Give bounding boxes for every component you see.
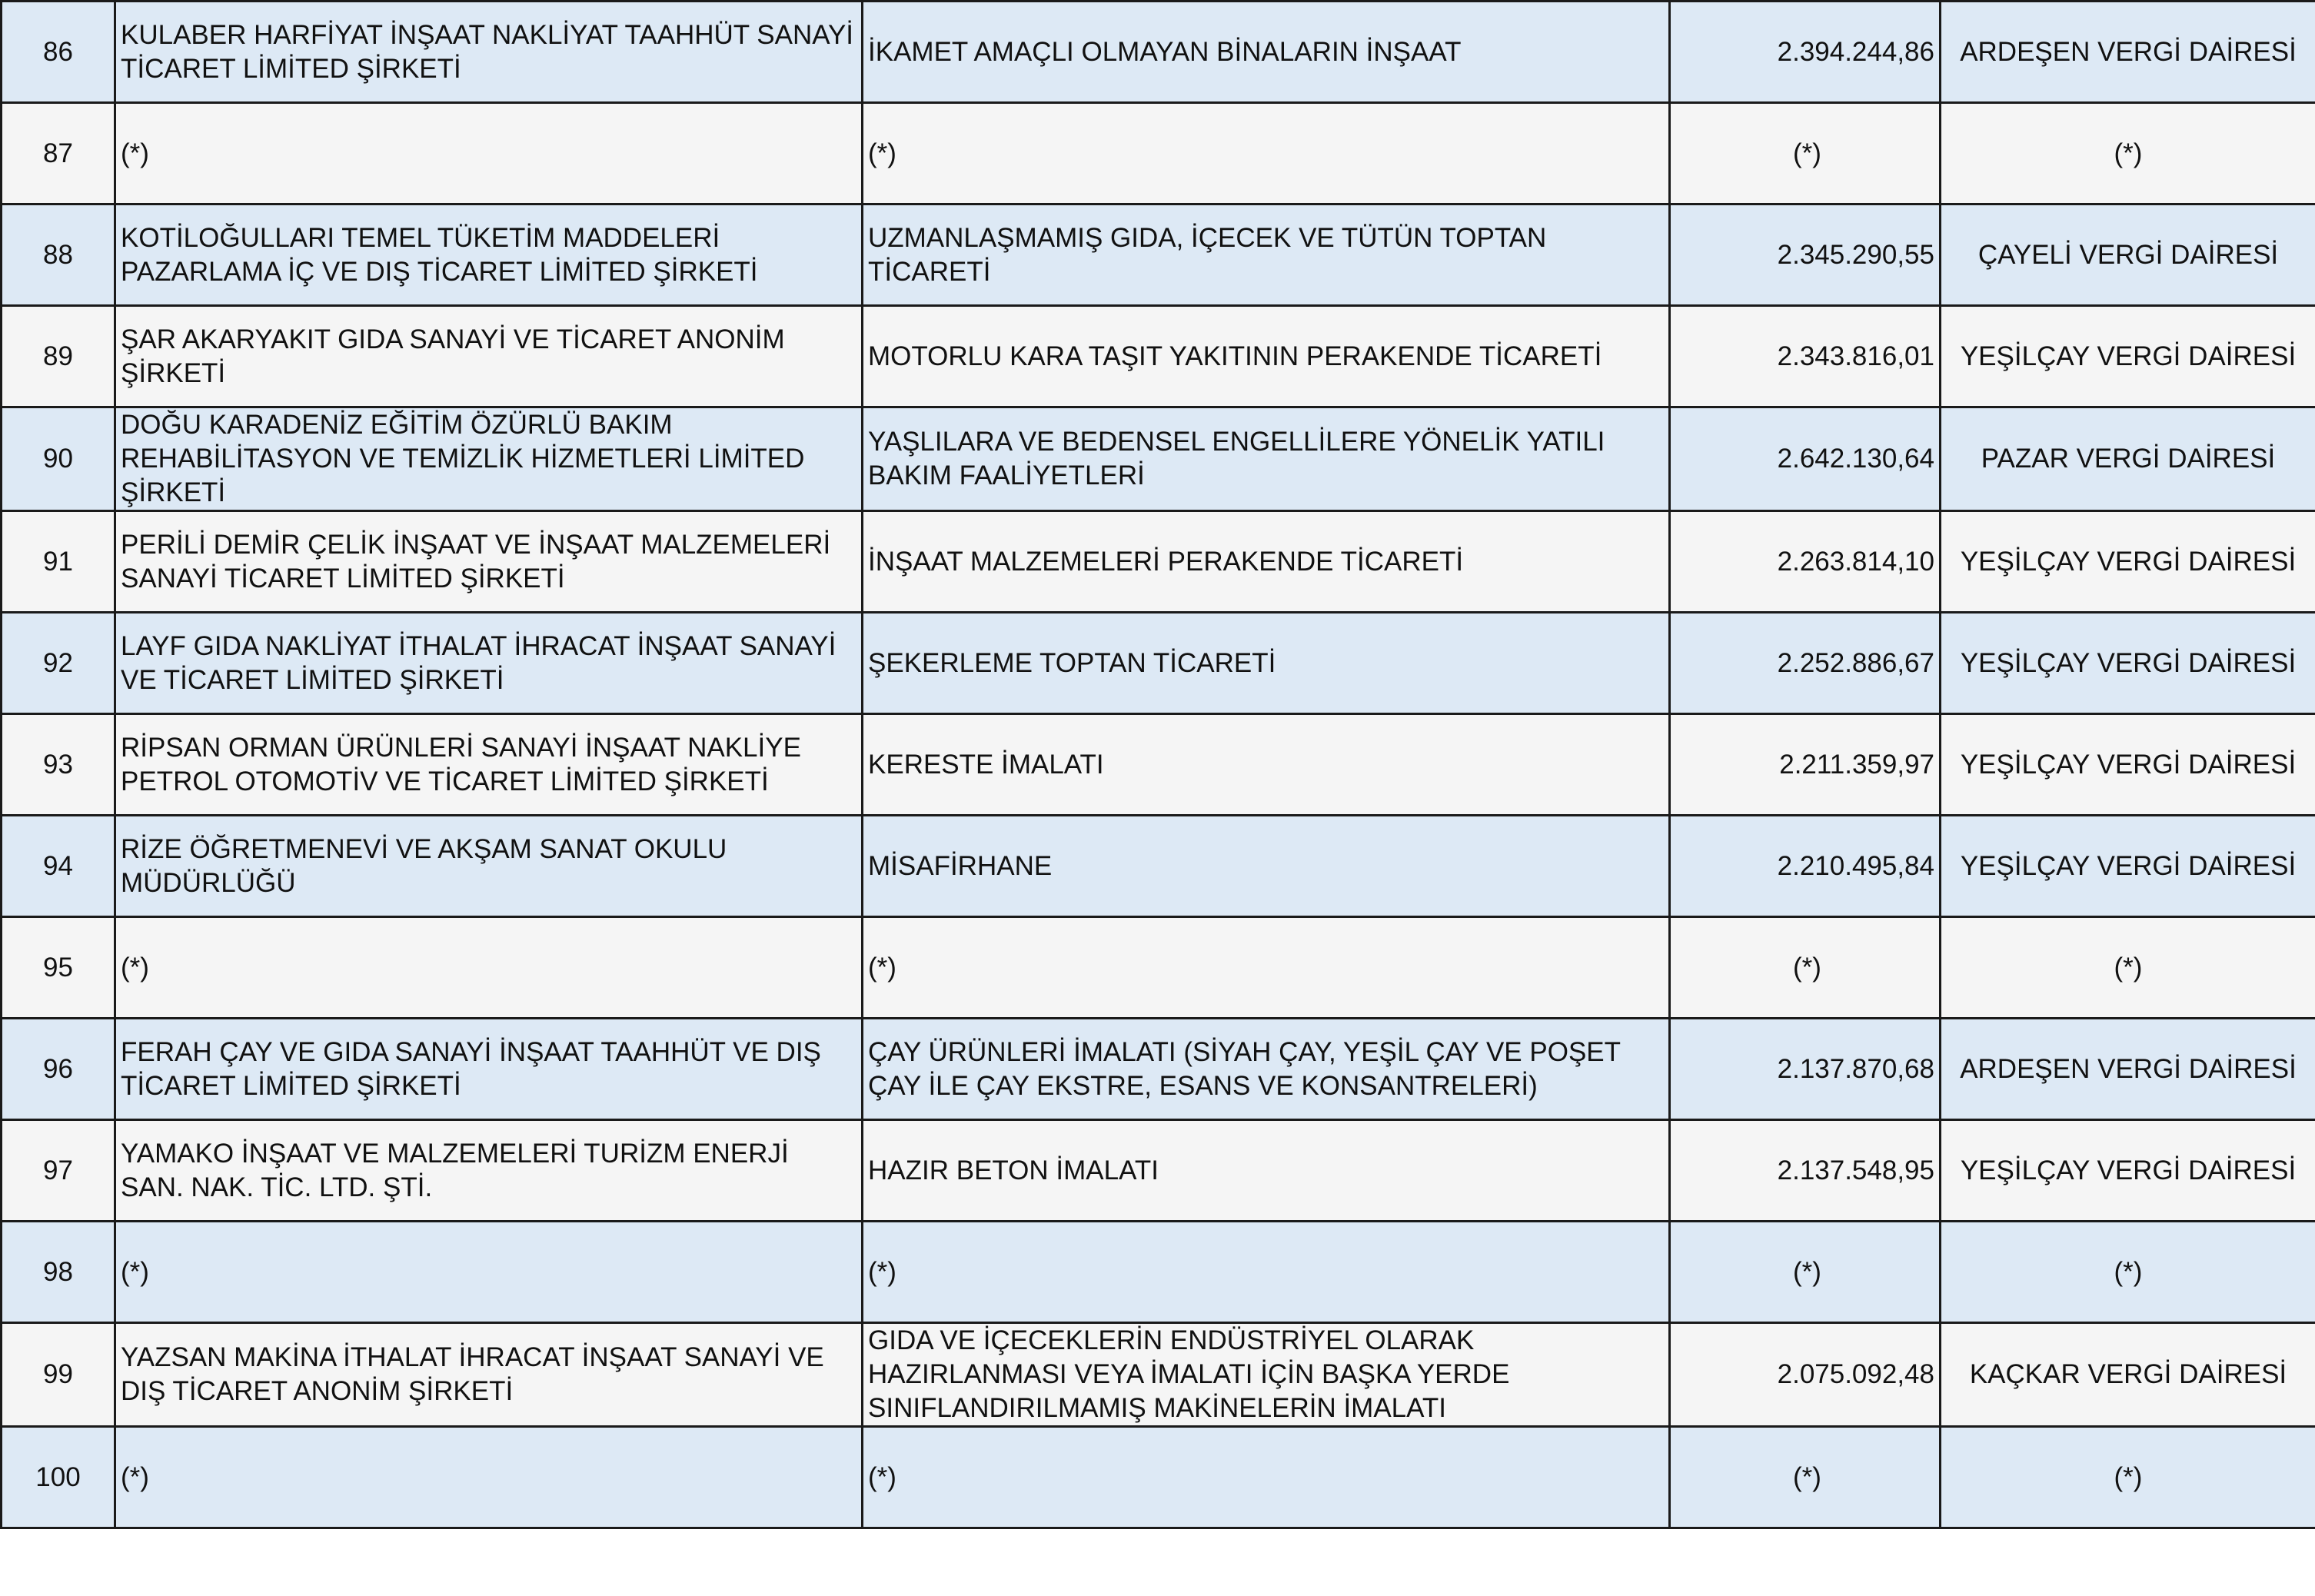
taxpayer-name-cell: KOTİLOĞULLARI TEMEL TÜKETİM MADDELERİ PAZARLAMA İÇ VE DIŞ TİCARET LİMİTED ŞİRKETİ (115, 204, 863, 306)
row-number-cell: 87 (2, 103, 115, 204)
activity-cell: (*) (863, 1427, 1670, 1528)
amount-cell: 2.252.886,67 (1670, 613, 1941, 714)
amount-cell: 2.075.092,48 (1670, 1323, 1941, 1427)
activity-cell: ÇAY ÜRÜNLERİ İMALATI (SİYAH ÇAY, YEŞİL ÇAY VE POŞET ÇAY İLE ÇAY EKSTRE, ESANS VE KONSANTRELERİ) (863, 1019, 1670, 1120)
row-number-cell: 91 (2, 511, 115, 613)
tax-office-cell: YEŞİLÇAY VERGİ DAİRESİ (1941, 714, 2315, 816)
amount-cell: 2.211.359,97 (1670, 714, 1941, 816)
table-row (2, 816, 2315, 917)
table-row (2, 1427, 2315, 1528)
activity-cell: İKAMET AMAÇLI OLMAYAN BİNALARIN İNŞAAT (863, 2, 1670, 103)
amount-cell: 2.137.870,68 (1670, 1019, 1941, 1120)
table-row (2, 917, 2315, 1019)
tax-office-cell: ARDEŞEN VERGİ DAİRESİ (1941, 2, 2315, 103)
activity-cell: YAŞLILARA VE BEDENSEL ENGELLİLERE YÖNELİK YATILI BAKIM FAALİYETLERİ (863, 407, 1670, 511)
activity-cell: (*) (863, 103, 1670, 204)
tax-office-cell: YEŞİLÇAY VERGİ DAİRESİ (1941, 613, 2315, 714)
taxpayer-name-cell: (*) (115, 917, 863, 1019)
taxpayer-name-cell: DOĞU KARADENİZ EĞİTİM ÖZÜRLÜ BAKIM REHABİLİTASYON VE TEMİZLİK HİZMETLERİ LİMİTED ŞİRKETİ (115, 407, 863, 511)
activity-cell: HAZIR BETON İMALATI (863, 1120, 1670, 1222)
row-number-cell: 88 (2, 204, 115, 306)
amount-cell: (*) (1670, 1222, 1941, 1323)
amount-cell: 2.345.290,55 (1670, 204, 1941, 306)
taxpayer-name-cell: YAMAKO İNŞAAT VE MALZEMELERİ TURİZM ENERJİ SAN. NAK. TİC. LTD. ŞTİ. (115, 1120, 863, 1222)
table-row (2, 1323, 2315, 1427)
amount-cell: (*) (1670, 1427, 1941, 1528)
taxpayer-name-cell: (*) (115, 103, 863, 204)
activity-cell: MOTORLU KARA TAŞIT YAKITININ PERAKENDE TİCARETİ (863, 306, 1670, 407)
activity-cell: UZMANLAŞMAMIŞ GIDA, İÇECEK VE TÜTÜN TOPTAN TİCARETİ (863, 204, 1670, 306)
taxpayer-name-cell: YAZSAN MAKİNA İTHALAT İHRACAT İNŞAAT SANAYİ VE DIŞ TİCARET ANONİM ŞİRKETİ (115, 1323, 863, 1427)
tax-office-cell: (*) (1941, 103, 2315, 204)
table-body (2, 2, 2315, 1528)
amount-cell: 2.642.130,64 (1670, 407, 1941, 511)
tax-office-cell: (*) (1941, 1427, 2315, 1528)
amount-cell: (*) (1670, 917, 1941, 1019)
amount-cell: 2.394.244,86 (1670, 2, 1941, 103)
tax-office-cell: KAÇKAR VERGİ DAİRESİ (1941, 1323, 2315, 1427)
row-number-cell: 94 (2, 816, 115, 917)
activity-cell: (*) (863, 1222, 1670, 1323)
row-number-cell: 97 (2, 1120, 115, 1222)
row-number-cell: 92 (2, 613, 115, 714)
row-number-cell: 96 (2, 1019, 115, 1120)
tax-office-cell: YEŞİLÇAY VERGİ DAİRESİ (1941, 306, 2315, 407)
tax-office-cell: (*) (1941, 917, 2315, 1019)
tax-office-cell: PAZAR VERGİ DAİRESİ (1941, 407, 2315, 511)
table-row (2, 613, 2315, 714)
amount-cell: (*) (1670, 103, 1941, 204)
row-number-cell: 90 (2, 407, 115, 511)
taxpayer-name-cell: ŞAR AKARYAKIT GIDA SANAYİ VE TİCARET ANONİM ŞİRKETİ (115, 306, 863, 407)
row-number-cell: 86 (2, 2, 115, 103)
amount-cell: 2.210.495,84 (1670, 816, 1941, 917)
table-row (2, 204, 2315, 306)
table-row (2, 103, 2315, 204)
activity-cell: ŞEKERLEME TOPTAN TİCARETİ (863, 613, 1670, 714)
taxpayer-name-cell: (*) (115, 1222, 863, 1323)
tax-office-cell: ARDEŞEN VERGİ DAİRESİ (1941, 1019, 2315, 1120)
amount-cell: 2.343.816,01 (1670, 306, 1941, 407)
tax-office-cell: YEŞİLÇAY VERGİ DAİRESİ (1941, 511, 2315, 613)
tax-office-cell: YEŞİLÇAY VERGİ DAİRESİ (1941, 816, 2315, 917)
tax-office-cell: (*) (1941, 1222, 2315, 1323)
tax-office-cell: YEŞİLÇAY VERGİ DAİRESİ (1941, 1120, 2315, 1222)
taxpayer-name-cell: (*) (115, 1427, 863, 1528)
tax-office-cell: ÇAYELİ VERGİ DAİRESİ (1941, 204, 2315, 306)
taxpayer-name-cell: PERİLİ DEMİR ÇELİK İNŞAAT VE İNŞAAT MALZEMELERİ SANAYİ TİCARET LİMİTED ŞİRKETİ (115, 511, 863, 613)
table-row (2, 1222, 2315, 1323)
taxpayer-name-cell: LAYF GIDA NAKLİYAT İTHALAT İHRACAT İNŞAAT SANAYİ VE TİCARET LİMİTED ŞİRKETİ (115, 613, 863, 714)
row-number-cell: 100 (2, 1427, 115, 1528)
activity-cell: GIDA VE İÇECEKLERİN ENDÜSTRİYEL OLARAK HAZIRLANMASI VEYA İMALATI İÇİN BAŞKA YERDE SINIFLANDIRILMAMIŞ MAKİNELERİN İMALATI (863, 1323, 1670, 1427)
row-number-cell: 95 (2, 917, 115, 1019)
activity-cell: (*) (863, 917, 1670, 1019)
table-row (2, 511, 2315, 613)
table-row (2, 306, 2315, 407)
table-row (2, 407, 2315, 511)
row-number-cell: 89 (2, 306, 115, 407)
taxpayer-name-cell: RİPSAN ORMAN ÜRÜNLERİ SANAYİ İNŞAAT NAKLİYE PETROL OTOMOTİV VE TİCARET LİMİTED ŞİRKETİ (115, 714, 863, 816)
amount-cell: 2.137.548,95 (1670, 1120, 1941, 1222)
activity-cell: KERESTE İMALATI (863, 714, 1670, 816)
table-row (2, 2, 2315, 103)
taxpayer-name-cell: KULABER HARFİYAT İNŞAAT NAKLİYAT TAAHHÜT SANAYİ TİCARET LİMİTED ŞİRKETİ (115, 2, 863, 103)
taxpayer-name-cell: RİZE ÖĞRETMENEVİ VE AKŞAM SANAT OKULU MÜDÜRLÜĞÜ (115, 816, 863, 917)
table-row (2, 1019, 2315, 1120)
table-row (2, 714, 2315, 816)
activity-cell: İNŞAAT MALZEMELERİ PERAKENDE TİCARETİ (863, 511, 1670, 613)
row-number-cell: 93 (2, 714, 115, 816)
activity-cell: MİSAFİRHANE (863, 816, 1670, 917)
amount-cell: 2.263.814,10 (1670, 511, 1941, 613)
taxpayer-name-cell: FERAH ÇAY VE GIDA SANAYİ İNŞAAT TAAHHÜT VE DIŞ TİCARET LİMİTED ŞİRKETİ (115, 1019, 863, 1120)
row-number-cell: 98 (2, 1222, 115, 1323)
table-row (2, 1120, 2315, 1222)
row-number-cell: 99 (2, 1323, 115, 1427)
